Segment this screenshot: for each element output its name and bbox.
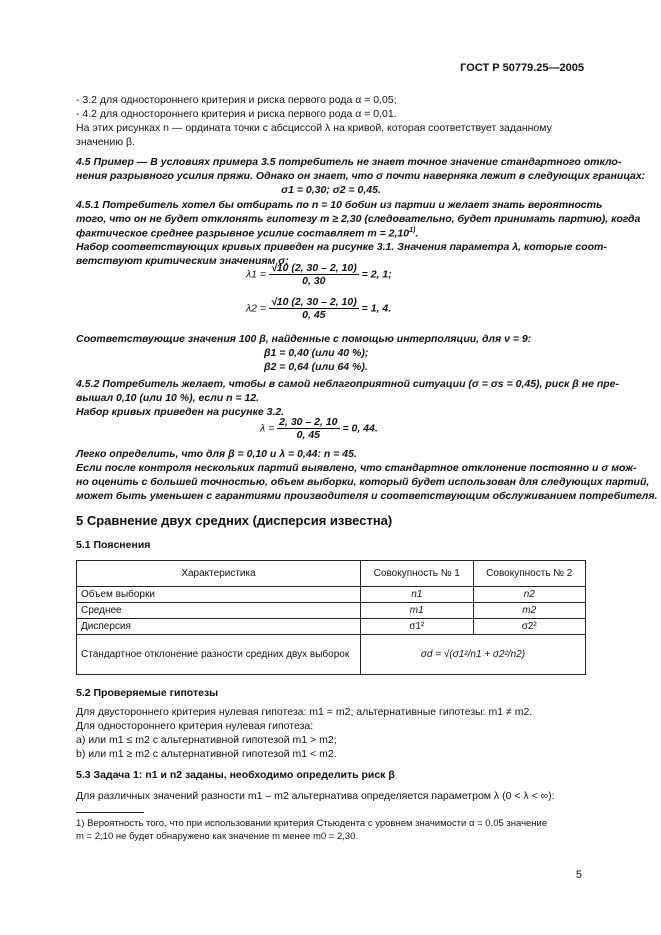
easy-line: Легко определить, что для β = 0,10 и λ = 0,44: n = 45. (76, 448, 357, 460)
beta-1: β1 = 0,40 (или 40 %); (264, 347, 369, 359)
page-number: 5 (575, 869, 582, 881)
section-5-3-title: 5.3 Задача 1: n1 и n2 заданы, необходимо определить риск β (76, 769, 395, 781)
sigma-bounds: σ1 = 0,30; σ2 = 0,45. (281, 184, 381, 196)
example-4-5-line-2: нения разрывного усилия пряжи. Однако он знает, что σ почти наверняка лежит в следующих границах: (76, 170, 646, 182)
section-5-1-title: 5.1 Пояснения (76, 539, 151, 551)
equation-lambda: λ = $\frac{2, 30 - 2, 10}{0, 45}$ = 0, 44. (260, 416, 378, 441)
example-4-5-line-1: 4.5 Пример — В условиях примера 3.5 потребитель не знает точное значение стандартного откло- (76, 156, 622, 168)
conclusion-line-2: но оценить с большей точностью, объем выборки, который будет использован для следующих партий, (76, 476, 650, 488)
table-header: Совокупность № 1 (361, 561, 474, 587)
intro-line-1: - 3.2 для одностороннего критерия и риска первого рода α = 0,05; (76, 94, 397, 106)
hypothesis-line-4: b) или m1 ≥ m2 с альтернативной гипотезой m1 < m2. (76, 748, 337, 760)
sigma-d-formula: σd = √(σ1²/n1 + σ2²/n2) (361, 635, 586, 675)
hypothesis-line-1: Для двустороннего критерия нулевая гипотеза: m1 = m2; альтернативные гипотезы: m1 ≠ m2. (76, 706, 533, 718)
footnote-line-1: 1) Вероятность того, что при использовании критерия Стьюдента с уровнем значимости α = 0,05 значение (76, 818, 548, 829)
section-5-2-title: 5.2 Проверяемые гипотезы (76, 687, 219, 699)
conclusion-line-3: может быть уменьшен с гарантиями производителя и соответствующим обслуживанием потребителя. (76, 490, 658, 502)
table-cell: Объем выборки (77, 587, 361, 603)
section-5-3-text: Для различных значений разности m1 – m2 альтернатива определяется параметром λ (0 < λ < ∞): (76, 790, 555, 802)
table-cell: m2 (473, 603, 586, 619)
example-4-5-1-line-2: того, что он не будет отклонять гипотезу m ≥ 2,30 (следовательно, будет принимать партию), когда (76, 213, 641, 225)
curves-2-line: Набор кривых приведен на рисунке 3.2. (76, 406, 285, 418)
footnote-ref: 1) (409, 227, 416, 234)
intro-line-4: значению β. (76, 136, 135, 148)
table-header: Совокупность № 2 (473, 561, 586, 587)
section-5-title: 5 Сравнение двух средних (дисперсия известна) (76, 513, 393, 528)
table-cell: n2 (473, 587, 586, 603)
conclusion-line-1: Если после контроля нескольких партий выявлено, что стандартное отклонение постоянно и σ мож- (76, 462, 637, 474)
table-cell: n1 (361, 587, 474, 603)
example-4-5-1-line-1: 4.5.1 Потребитель хотел бы отбирать по n = 10 бобин из партии и желает знать вероятность (76, 199, 603, 211)
intro-line-2: - 4.2 для одностороннего критерия и риска первого рода α = 0,01. (76, 108, 397, 120)
hypothesis-line-2: Для одностороннего критерия нулевая гипотеза: (76, 720, 314, 732)
footnote-divider (76, 812, 144, 813)
table-cell: m1 (361, 603, 474, 619)
example-4-5-2-line-2: вышал 0,10 (или 10 %), если n = 12. (76, 392, 260, 404)
example-4-5-2-line-1: 4.5.2 Потребитель желает, чтобы в самой неблагоприятной ситуации (σ = σs = 0,45), риск β не пре- (76, 378, 619, 390)
table-cell: Стандартное отклонение разности средних двух выборок (77, 635, 361, 675)
hypothesis-line-3: a) или m1 ≤ m2 с альтернативной гипотезой m1 > m2; (76, 734, 337, 746)
table-cell: Среднее (77, 603, 361, 619)
equation-lambda-2: λ2 = $\frac{√10 (2, 30 - 2, 10)}{0, 45}$ = 1, 4. (246, 296, 392, 321)
curves-line-2: ветствуют критическим значениям σ: (76, 255, 289, 267)
table-header: Характеристика (77, 561, 361, 587)
intro-line-3: На этих рисунках n — ордината точки с абсциссой λ на кривой, которая соответствует заданному (76, 122, 552, 134)
comparison-table (76, 560, 586, 675)
interpolation-line: Соответствующие значения 100 β, найденные с помощью интерполяции, для ν = 9: (76, 333, 532, 345)
table-cell: Дисперсия (77, 619, 361, 635)
table-cell: σ2² (473, 619, 586, 635)
footnote-line-2: m = 2,10 не будет обнаружено как значение m менее m0 = 2,30. (76, 831, 359, 842)
beta-2: β2 = 0,64 (или 64 %). (264, 361, 368, 373)
example-4-5-1-line-3: фактическое среднее разрывное усилие составляет $m = 2,10^{1)}$. (76, 227, 419, 240)
document-code: ГОСТ Р 50779.25—2005 (460, 62, 584, 74)
table-cell: σ1² (361, 619, 474, 635)
equation-lambda-1: λ1 = $\frac{√10 (2, 30 - 2, 10)}{0, 30}$ = 2, 1; (246, 262, 392, 287)
curves-line-1: Набор соответствующих кривых приведен на рисунке 3.1. Значения параметра λ, которые соот- (76, 241, 607, 253)
